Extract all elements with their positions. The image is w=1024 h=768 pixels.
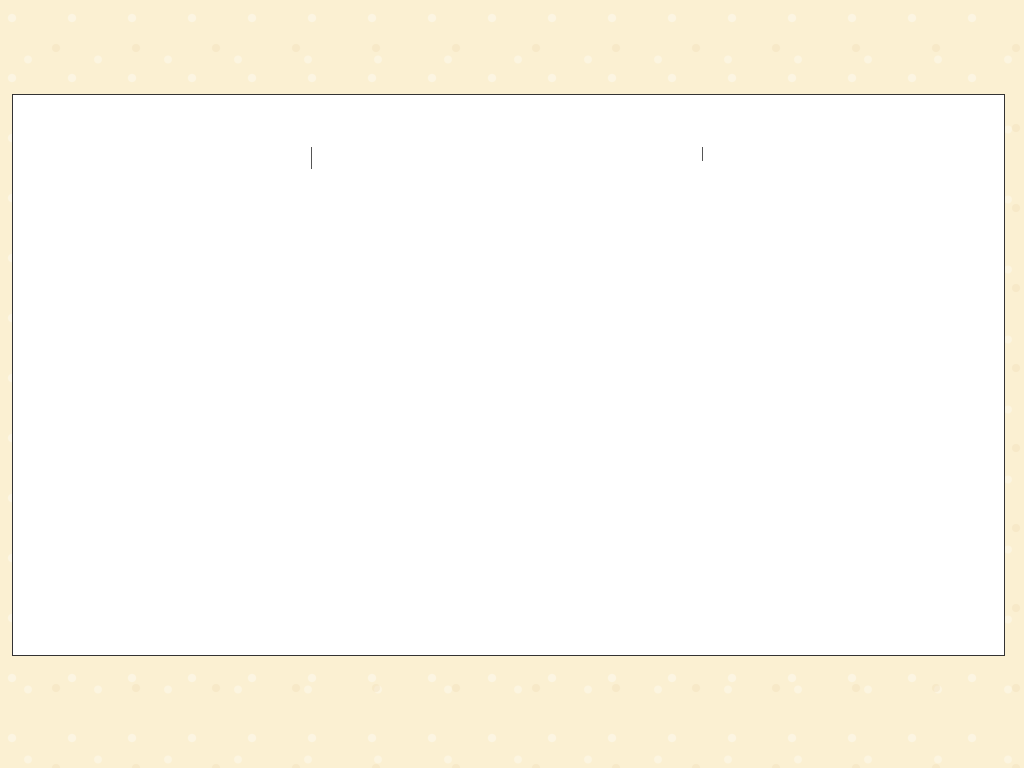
diagram-frame bbox=[12, 94, 1005, 656]
value-chain-arrow bbox=[13, 95, 1004, 355]
